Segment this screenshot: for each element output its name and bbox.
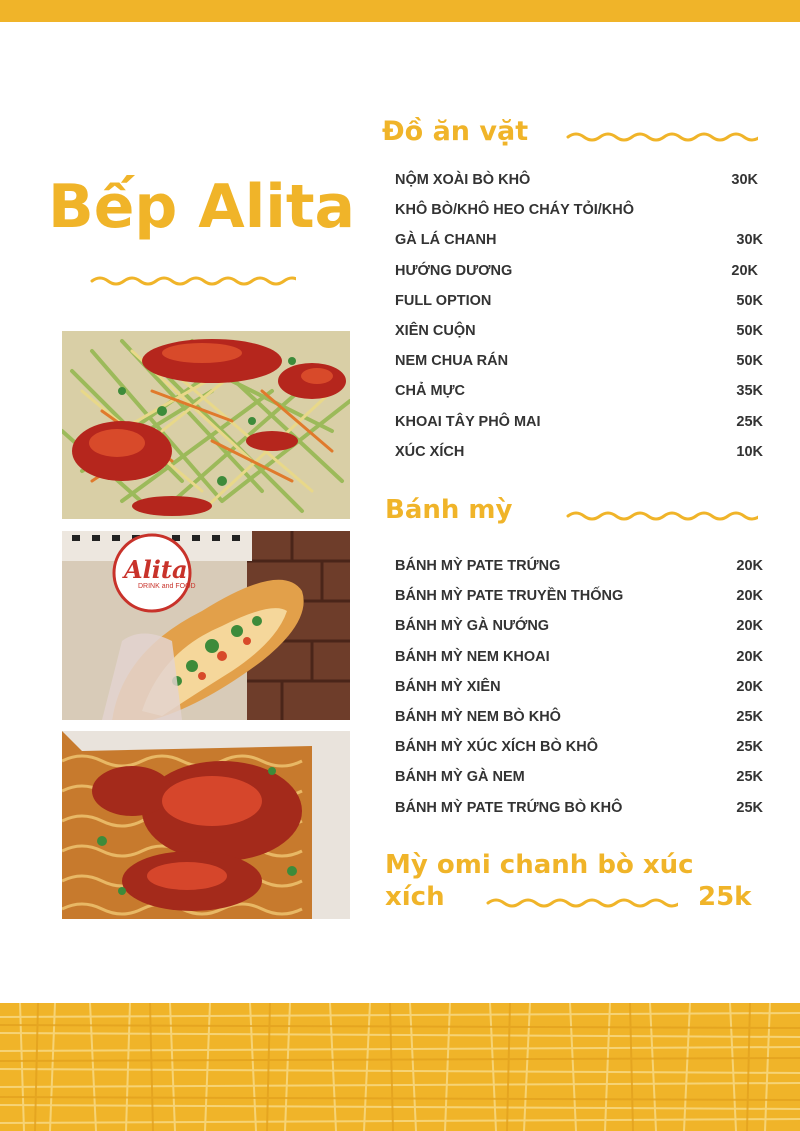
menu-item — [395, 352, 765, 382]
menu-item-price: 25K — [736, 739, 763, 756]
menu-item — [395, 201, 765, 231]
photo-banh-mi — [62, 531, 350, 720]
menu-item-price: 25K — [736, 799, 763, 816]
menu-item — [395, 768, 765, 798]
menu-item-name: BÁNH MỲ PATE TRUYỀN THỐNG — [395, 588, 624, 605]
menu-item-name: CHẢ MỰC — [395, 383, 466, 400]
photo-noodles — [62, 731, 350, 919]
menu-item — [395, 738, 765, 768]
menu-item-name: BÁNH MỲ PATE TRỨNG — [395, 558, 561, 574]
menu-item — [395, 443, 765, 473]
menu-item — [395, 648, 765, 678]
noodle-wave-divider — [486, 896, 678, 910]
bottom-pattern-band — [0, 1003, 800, 1131]
snacks-menu-list — [395, 171, 765, 473]
menu-item-name: FULL OPTION — [395, 292, 492, 309]
menu-item-price: 20K — [736, 588, 763, 605]
menu-item — [395, 708, 765, 738]
menu-item — [395, 262, 765, 292]
menu-item-name: BÁNH MỲ PATE TRỨNG BÒ KHÔ — [395, 799, 623, 816]
top-accent-bar — [0, 0, 800, 22]
menu-item-name: HƯỚNG DƯƠNG — [395, 262, 513, 279]
menu-item-price: 35K — [736, 383, 763, 400]
menu-item-price: 20K — [736, 618, 763, 635]
menu-item-name: BÁNH MỲ NEM BÒ KHÔ — [395, 708, 561, 725]
menu-item — [395, 617, 765, 647]
menu-item — [395, 678, 765, 708]
menu-item-name: BÁNH MỲ XÚC XÍCH BÒ KHÔ — [395, 739, 599, 756]
section-heading-banh-mi: Bánh mỳ — [385, 495, 513, 525]
menu-item-price: 10K — [736, 443, 763, 460]
menu-item-price: 25K — [736, 769, 763, 786]
menu-item — [395, 382, 765, 412]
menu-item-name: XÚC XÍCH — [395, 443, 465, 460]
noodle-price: 25k — [698, 882, 752, 912]
menu-item-price: 20K — [736, 648, 763, 665]
menu-item — [395, 231, 765, 261]
menu-item-name: NỘM XOÀI BÒ KHÔ — [395, 172, 531, 188]
menu-item-name: BÁNH MỲ GÀ NEM — [395, 769, 525, 786]
title-wave-divider — [90, 274, 296, 288]
menu-item-name: KHOAI TÂY PHÔ MAI — [395, 413, 541, 430]
menu-item-name: BÁNH MỲ NEM KHOAI — [395, 648, 550, 665]
menu-item-price: 20K — [731, 262, 758, 279]
menu-item-price: 50K — [736, 353, 763, 370]
menu-item-price: 50K — [736, 322, 763, 339]
menu-item — [395, 799, 765, 829]
menu-item-price: 50K — [736, 292, 763, 309]
menu-item — [395, 322, 765, 352]
banh-mi-menu-list — [395, 557, 765, 829]
menu-item — [395, 413, 765, 443]
menu-item-name: BÁNH MỲ XIÊN — [395, 678, 501, 695]
snacks-wave-divider — [566, 130, 758, 144]
menu-item — [395, 587, 765, 617]
menu-item-price: 30K — [731, 172, 758, 188]
menu-item-name: XIÊN CUỘN — [395, 322, 476, 339]
alita-logo-subtext: DRINK and FOOD — [138, 583, 196, 590]
noodle-title-line2: xích — [385, 882, 445, 912]
section-heading-snacks: Đồ ăn vặt — [382, 116, 529, 147]
menu-item-price: 20K — [736, 558, 763, 574]
photo-mango-salad — [62, 331, 350, 519]
menu-item-price: 25K — [736, 413, 763, 430]
page-title: Bếp Alita — [48, 172, 356, 242]
banh-mi-wave-divider — [566, 509, 758, 523]
menu-item-price: 30K — [736, 232, 763, 249]
menu-item-name: BÁNH MỲ GÀ NƯỚNG — [395, 618, 550, 635]
menu-item-name: GÀ LÁ CHANH — [395, 232, 497, 249]
menu-item-price: 20K — [736, 678, 763, 695]
menu-item-name: NEM CHUA RÁN — [395, 353, 509, 370]
menu-item — [395, 557, 765, 587]
menu-item — [395, 171, 765, 201]
menu-item — [395, 292, 765, 322]
alita-logo-text: Alita — [124, 555, 188, 584]
noodle-title-line1: Mỳ omi chanh bò xúc — [385, 850, 694, 880]
menu-item-price: 25K — [736, 708, 763, 725]
menu-item-name: KHÔ BÒ/KHÔ HEO CHÁY TỎI/KHÔ — [395, 202, 634, 219]
